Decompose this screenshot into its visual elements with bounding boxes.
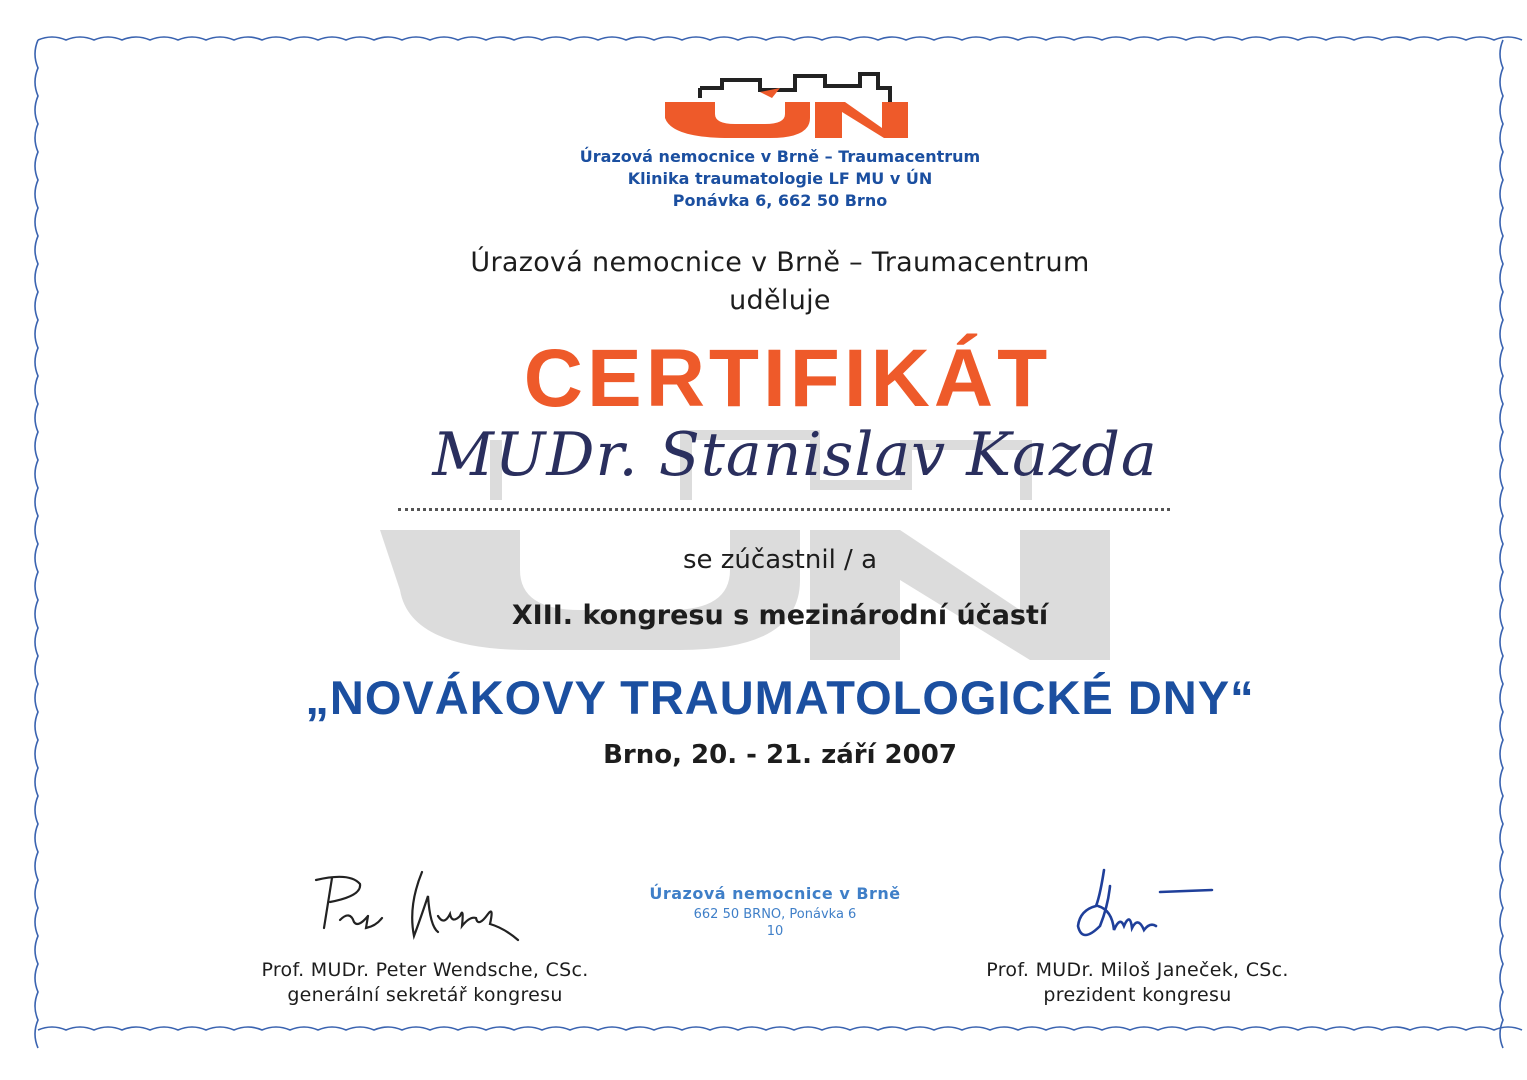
issuer-block [330,244,1230,320]
event-title: „NOVÁKOVY TRAUMATOLOGICKÉ DNY“ [305,671,1255,724]
signatory-right-name: Prof. MUDr. Miloš Janeček, CSc. [986,959,1289,981]
stamp-line-3: 10 [766,924,784,939]
recipient-name: MUDr. Stanislav Kazda [432,420,1158,490]
handwritten-signature-icon [310,866,530,952]
un-hospital-logo-icon [660,66,910,146]
issuer-verb: uděluje [729,285,831,316]
header-line-3: Ponávka 6, 662 50 Brno [672,191,888,210]
header-line-2: Klinika traumatologie LF MU v ÚN [627,169,933,188]
issuer-name: Úrazová nemocnice v Brně – Traumacentrum [470,247,1090,278]
hospital-stamp [600,884,950,939]
hospital-header [480,146,1080,212]
signatory-left-name: Prof. MUDr. Peter Wendsche, CSc. [261,959,589,981]
stamp-line-2: 662 50 BRNO, Ponávka 6 [693,907,857,922]
certificate-title: CERTIFIKÁT [523,333,1052,424]
event-date: Brno, 20. - 21. září 2007 [603,740,957,770]
signatory-right-role: prezident kongresu [1043,984,1232,1006]
participation-text: se zúčastnil / a [682,545,878,575]
stamp-line-1: Úrazová nemocnice v Brně [649,884,901,903]
signatory-right [900,958,1375,1008]
name-dotted-line [398,508,1170,511]
congress-name: XIII. kongresu s mezinárodní účastí [511,600,1049,631]
handwritten-signature-icon [1060,866,1230,956]
signatory-left-role: generální sekretář kongresu [287,984,563,1006]
header-line-1: Úrazová nemocnice v Brně – Traumacentrum [579,147,981,166]
signatory-left [180,958,670,1008]
